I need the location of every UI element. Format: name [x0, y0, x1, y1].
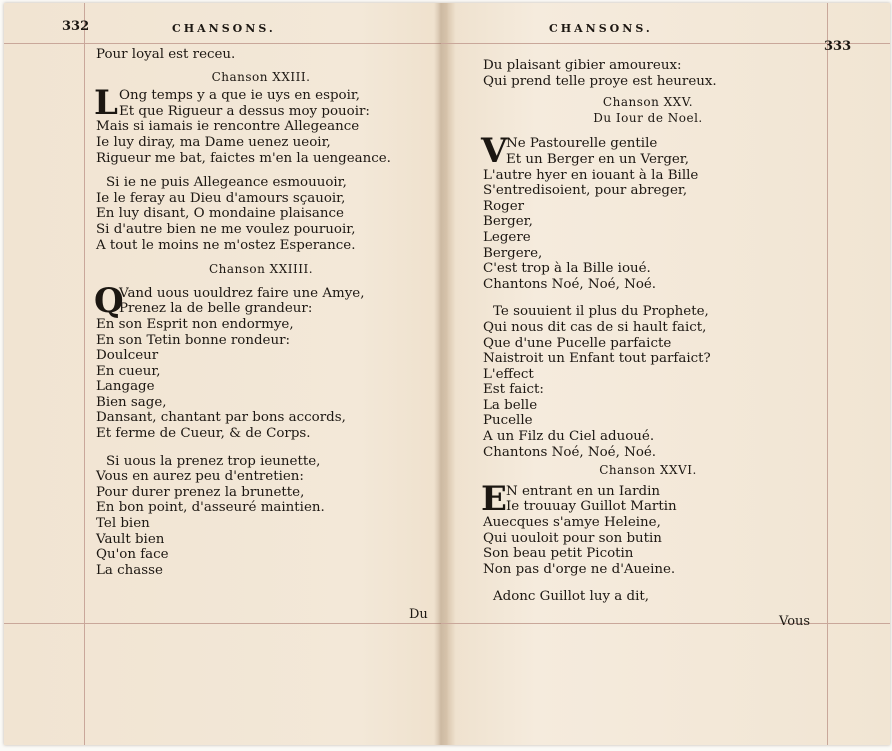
text-line: La belle [483, 397, 538, 413]
text-line: Qui uouloit pour son butin [483, 530, 662, 546]
text-line: Qui nous dit cas de si hault faict, [483, 319, 707, 335]
margin-rule [84, 3, 85, 745]
text-line: Vault bien [96, 531, 165, 547]
text-line: Qui prend telle proye est heureux. [483, 73, 717, 89]
text-line: Mais si iamais ie rencontre Allegeance [96, 119, 360, 135]
running-head: CHANSONS. [549, 22, 653, 35]
text-line: En son Tetin bonne rondeur: [96, 332, 291, 348]
text-line: Bien sage, [96, 394, 167, 410]
song-stanza [483, 589, 813, 605]
text-line: A tout le moins ne m'ostez Esperance. [96, 237, 356, 253]
text-line: Rigueur me bat, faictes m'en la uengeance. [96, 150, 391, 166]
song-title: Chanson XXIIII. [208, 262, 314, 277]
text-line: Ne Pastourelle gentile [506, 136, 658, 152]
text-line: Chantons Noé, Noé, Noé. [483, 276, 657, 292]
right-page [441, 3, 890, 745]
left-text-column [96, 47, 426, 578]
text-line: Ie luy diray, ma Dame uenez ueoir, [96, 134, 331, 150]
song-stanza [94, 83, 426, 166]
text-line: A un Filz du Ciel aduoué. [483, 429, 655, 445]
text-line: Langage [96, 379, 155, 395]
text-line: Auecques s'amye Heleine, [483, 515, 661, 531]
text-line: Legere [483, 229, 531, 245]
song-subtitle: Du Iour de Noel. [593, 110, 703, 125]
text-line: En luy disant, O mondaine plaisance [96, 206, 344, 222]
song-stanza [481, 478, 813, 578]
text-line: Naistroit un Enfant tout parfaict? [483, 351, 711, 367]
text-line: C'est trop à la Bille ioué. [483, 261, 651, 277]
text-line: En son Esprit non endormye, [96, 316, 294, 332]
song-stanza [483, 304, 813, 460]
song-title: Chanson XXVI. [599, 463, 697, 478]
open-book [4, 3, 890, 745]
text-line: Tel bien [96, 516, 150, 532]
text-line: S'entredisoient, pour abreger, [483, 183, 688, 199]
text-line: Pucelle [483, 413, 533, 429]
text-line: Chantons Noé, Noé, Noé. [483, 444, 657, 460]
drop-cap: V [481, 131, 508, 172]
catchword: Vous [779, 614, 811, 629]
catchword: Du [409, 607, 428, 622]
text-line: La chasse [96, 562, 163, 578]
text-line: Non pas d'orge ne d'Aueine. [483, 561, 676, 577]
text-line: Bergere, [483, 245, 543, 261]
text-line: Son beau petit Picotin [483, 546, 634, 562]
drop-cap: L [94, 83, 118, 124]
header-rule [4, 43, 441, 44]
text-line: Ong temps y a que ie uys en espoir, [119, 88, 361, 104]
text-line: Qu'on face [96, 547, 169, 563]
text-line: Ie le feray au Dieu d'amours sçauoir, [96, 190, 346, 206]
text-line: Et un Berger en un Verger, [506, 151, 689, 167]
text-line: L'effect [483, 366, 534, 382]
text-line: Et que Rigueur a dessus moy pouoir: [119, 103, 370, 119]
text-line: Est faict: [483, 382, 544, 398]
text-line: Si ie ne puis Allegeance esmouuoir, [106, 175, 347, 191]
drop-cap: Q [94, 280, 124, 321]
text-line: Pour loyal est receu. [96, 47, 236, 62]
song-title: Chanson XXV. [602, 95, 694, 110]
text-line: Que d'une Pucelle parfaicte [483, 335, 672, 351]
footer-rule [4, 623, 441, 624]
footer-rule [441, 623, 890, 624]
text-line: Pour durer prenez la brunette, [96, 484, 305, 500]
drop-cap: E [481, 478, 507, 519]
song-stanza [94, 280, 426, 442]
text-line: Du plaisant gibier amoureux: [483, 58, 682, 73]
left-page [4, 3, 441, 745]
song-stanza [96, 175, 426, 253]
text-line: Roger [483, 198, 525, 214]
text-line: Dansant, chantant par bons accords, [96, 410, 346, 426]
text-line: Si d'autre bien ne me voulez pouruoir, [96, 221, 356, 237]
page-number: 332 [62, 19, 90, 34]
song-stanza [96, 454, 426, 579]
text-line: Te souuient il plus du Prophete, [493, 304, 709, 320]
right-text-column [483, 58, 813, 605]
text-line: En cueur, [96, 363, 161, 379]
text-line: Doulceur [96, 348, 159, 364]
running-head: CHANSONS. [172, 22, 276, 35]
text-line: Prenez la de belle grandeur: [119, 301, 313, 317]
song-title: Chanson XXIII. [211, 69, 311, 84]
song-stanza [481, 131, 813, 292]
text-line: Vous en aurez peu d'entretien: [96, 469, 304, 485]
page-number: 333 [824, 39, 852, 54]
text-line: Ie trouuay Guillot Martin [506, 499, 677, 515]
header-rule [441, 43, 890, 44]
text-line: Vand uous uouldrez faire une Amye, [119, 285, 365, 301]
text-line: Berger, [483, 214, 533, 230]
text-line: L'autre hyer en iouant à la Bille [483, 167, 699, 183]
text-line: Adonc Guillot luy a dit, [493, 589, 650, 605]
text-line: N entrant en un Iardin [506, 483, 661, 499]
text-line: En bon point, d'asseuré maintien. [96, 500, 325, 516]
text-line: Si uous la prenez trop ieunette, [106, 453, 321, 469]
margin-rule [827, 3, 828, 745]
text-line: Et ferme de Cueur, & de Corps. [96, 426, 311, 442]
